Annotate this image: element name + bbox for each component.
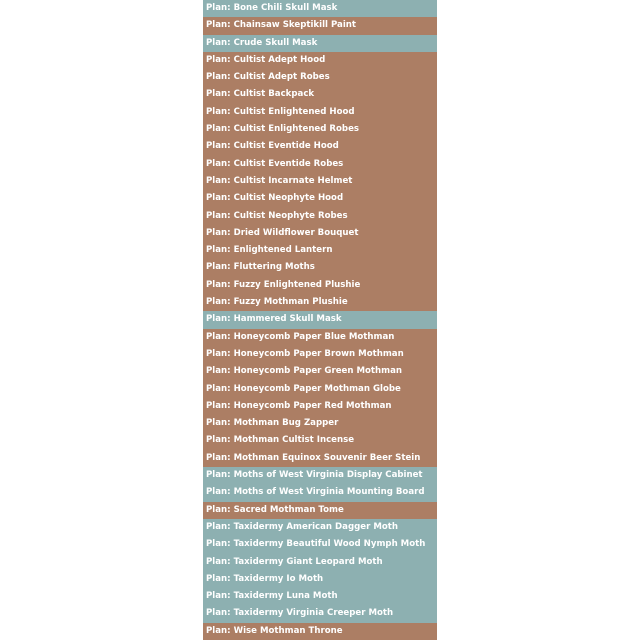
plan-list-item[interactable]: Plan: Cultist Backpack bbox=[203, 86, 437, 103]
plan-list-item[interactable]: Plan: Chainsaw Skeptikill Paint bbox=[203, 17, 437, 34]
plan-list-item[interactable]: Plan: Honeycomb Paper Red Mothman bbox=[203, 398, 437, 415]
plan-list-item[interactable]: Plan: Cultist Neophyte Robes bbox=[203, 208, 437, 225]
plan-list-item[interactable]: Plan: Taxidermy American Dagger Moth bbox=[203, 519, 437, 536]
plan-list-item[interactable]: Plan: Taxidermy Virginia Creeper Moth bbox=[203, 605, 437, 622]
plan-list-item[interactable]: Plan: Fuzzy Mothman Plushie bbox=[203, 294, 437, 311]
plan-list-item[interactable]: Plan: Moths of West Virginia Display Cabinet bbox=[203, 467, 437, 484]
plan-list-item[interactable]: Plan: Mothman Equinox Souvenir Beer Stein bbox=[203, 450, 437, 467]
plan-list-item[interactable]: Plan: Mothman Cultist Incense bbox=[203, 432, 437, 449]
plan-list-item[interactable]: Plan: Honeycomb Paper Blue Mothman bbox=[203, 329, 437, 346]
plan-list-item[interactable]: Plan: Cultist Eventide Robes bbox=[203, 156, 437, 173]
plan-list-item[interactable]: Plan: Cultist Incarnate Helmet bbox=[203, 173, 437, 190]
plan-list-item[interactable]: Plan: Taxidermy Io Moth bbox=[203, 571, 437, 588]
plan-list-item[interactable]: Plan: Cultist Adept Robes bbox=[203, 69, 437, 86]
plan-list-item[interactable]: Plan: Dried Wildflower Bouquet bbox=[203, 225, 437, 242]
plan-list-item[interactable]: Plan: Fuzzy Enlightened Plushie bbox=[203, 277, 437, 294]
plan-list-item[interactable]: Plan: Taxidermy Luna Moth bbox=[203, 588, 437, 605]
plan-list-item[interactable]: Plan: Mothman Bug Zapper bbox=[203, 415, 437, 432]
plan-list-item[interactable]: Plan: Taxidermy Beautiful Wood Nymph Moth bbox=[203, 536, 437, 553]
plan-list-item[interactable]: Plan: Moths of West Virginia Mounting Board bbox=[203, 484, 437, 501]
plan-list-item[interactable]: Plan: Bone Chili Skull Mask bbox=[203, 0, 437, 17]
plan-list-item[interactable]: Plan: Taxidermy Giant Leopard Moth bbox=[203, 554, 437, 571]
plan-list-item[interactable]: Plan: Cultist Enlightened Robes bbox=[203, 121, 437, 138]
plan-list-item[interactable]: Plan: Honeycomb Paper Brown Mothman bbox=[203, 346, 437, 363]
plan-list-item[interactable]: Plan: Cultist Enlightened Hood bbox=[203, 104, 437, 121]
plan-list-item[interactable]: Plan: Honeycomb Paper Green Mothman bbox=[203, 363, 437, 380]
plan-list-item[interactable]: Plan: Fluttering Moths bbox=[203, 259, 437, 276]
plan-list-item[interactable]: Plan: Honeycomb Paper Mothman Globe bbox=[203, 381, 437, 398]
plan-list-item[interactable]: Plan: Enlightened Lantern bbox=[203, 242, 437, 259]
plan-list-item[interactable]: Plan: Crude Skull Mask bbox=[203, 35, 437, 52]
plan-list-item[interactable]: Plan: Cultist Eventide Hood bbox=[203, 138, 437, 155]
plan-list-item[interactable]: Plan: Cultist Neophyte Hood bbox=[203, 190, 437, 207]
plan-list-item[interactable]: Plan: Hammered Skull Mask bbox=[203, 311, 437, 328]
plan-list-item[interactable]: Plan: Wise Mothman Throne bbox=[203, 623, 437, 640]
plan-list-item[interactable]: Plan: Cultist Adept Hood bbox=[203, 52, 437, 69]
plan-list bbox=[203, 0, 437, 640]
plan-list-item[interactable]: Plan: Sacred Mothman Tome bbox=[203, 502, 437, 519]
